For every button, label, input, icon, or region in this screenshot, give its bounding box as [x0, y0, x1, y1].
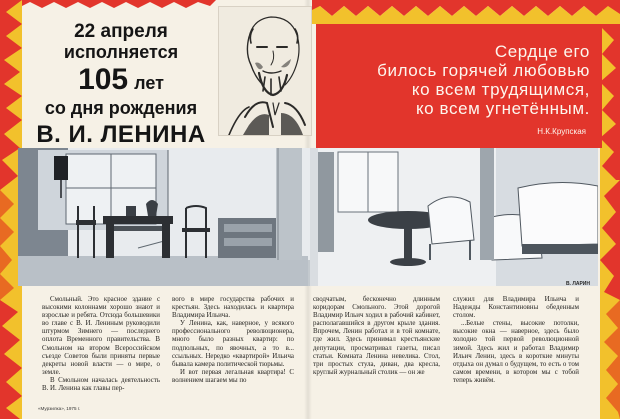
text-column-3	[313, 296, 440, 377]
portrait-sketch	[218, 6, 312, 136]
heading-number: 105	[78, 63, 129, 96]
heading-date: 22 апреля	[74, 21, 168, 42]
illustrator-signature: В. ЛАРИН	[565, 281, 590, 287]
paragraph: сводчатым, бесконечно длинным коридорам Смольного. Этой дорогой Владимир Ильич ходил в рабочий кабинет, располагавшийся в другом крыле здания. Впрочем, Ленин работал и в той комнате, где жил. Здесь принимал крестьянские депутации, просматривал газеты, писал статьи. Комната Ленина невелика. Стол, три простых стула, диван, два кресла, круглый журнальный столик — он же	[313, 296, 440, 376]
quote-line: Сердце его	[494, 42, 590, 61]
text-column-4	[453, 296, 579, 385]
room-illustration	[18, 148, 598, 286]
text-column-2	[172, 296, 294, 385]
quote-line: ко всем угнетённым.	[415, 99, 590, 118]
quote-author: Н.К.Крупская	[537, 127, 586, 136]
heading-name: В. И. ЛЕНИНА	[36, 121, 206, 148]
paragraph: ...Белые стены, высокие потолки, высокие окна — наверное, здесь было холодно той первой революционной зимой. Здесь жил и работал Владимир Ильич Ленин, здесь в короткие минуты отдыха он думал о будущем, то есть о том самом времени, в котором мы с тобой теперь живём.	[453, 320, 579, 384]
paragraph: Смольный. Это красное здание с высокими колоннами хорошо знают и взрослые и ребята. Отсюда большевики во главе с В. И. Лениным руководили штурмом Зимнего — последнего оплота Временного правительства. В Смольном на втором Всероссийском съезде Советов были приняты первые декреты новой власти — о мире, о земле.	[42, 296, 160, 376]
paragraph: И вот первая легальная квартира! С волнением шагаем мы по	[172, 368, 294, 384]
page-footer: «Мурзилка», 1975 г.	[38, 406, 81, 411]
quote-panel	[316, 24, 602, 148]
heading-unit: лет	[134, 73, 164, 93]
paragraph: вого в мире государства рабочих и крестьян. Здесь находилась и квартира Владимира Ильича.	[172, 296, 294, 320]
room-drawing	[18, 148, 598, 286]
paragraph: У Ленина, как, наверное, у всякого профессионального революционера, много было разных квартир: по подпольных, по явочных, а то в... ссыльных. Нередко «квартирой» Ильича бывала камера политической тюрьмы.	[172, 320, 294, 368]
portrait-drawing	[219, 7, 311, 135]
paragraph: В Смольном началась деятельность В. И. Ленина как главы пер-	[42, 376, 160, 393]
paragraph: служил для Владимира Ильича и Надежды Константиновны обеденным столом.	[453, 296, 579, 320]
quote-line: ко всем трудящимся,	[411, 80, 590, 99]
heading-line: исполняется	[63, 42, 179, 62]
heading-years	[26, 65, 216, 95]
quote-text	[330, 42, 590, 118]
heading-line: со дня рождения	[44, 98, 198, 118]
anniversary-heading	[26, 8, 216, 146]
text-column-1	[42, 296, 160, 393]
quote-line: билось горячей любовью	[377, 61, 590, 80]
